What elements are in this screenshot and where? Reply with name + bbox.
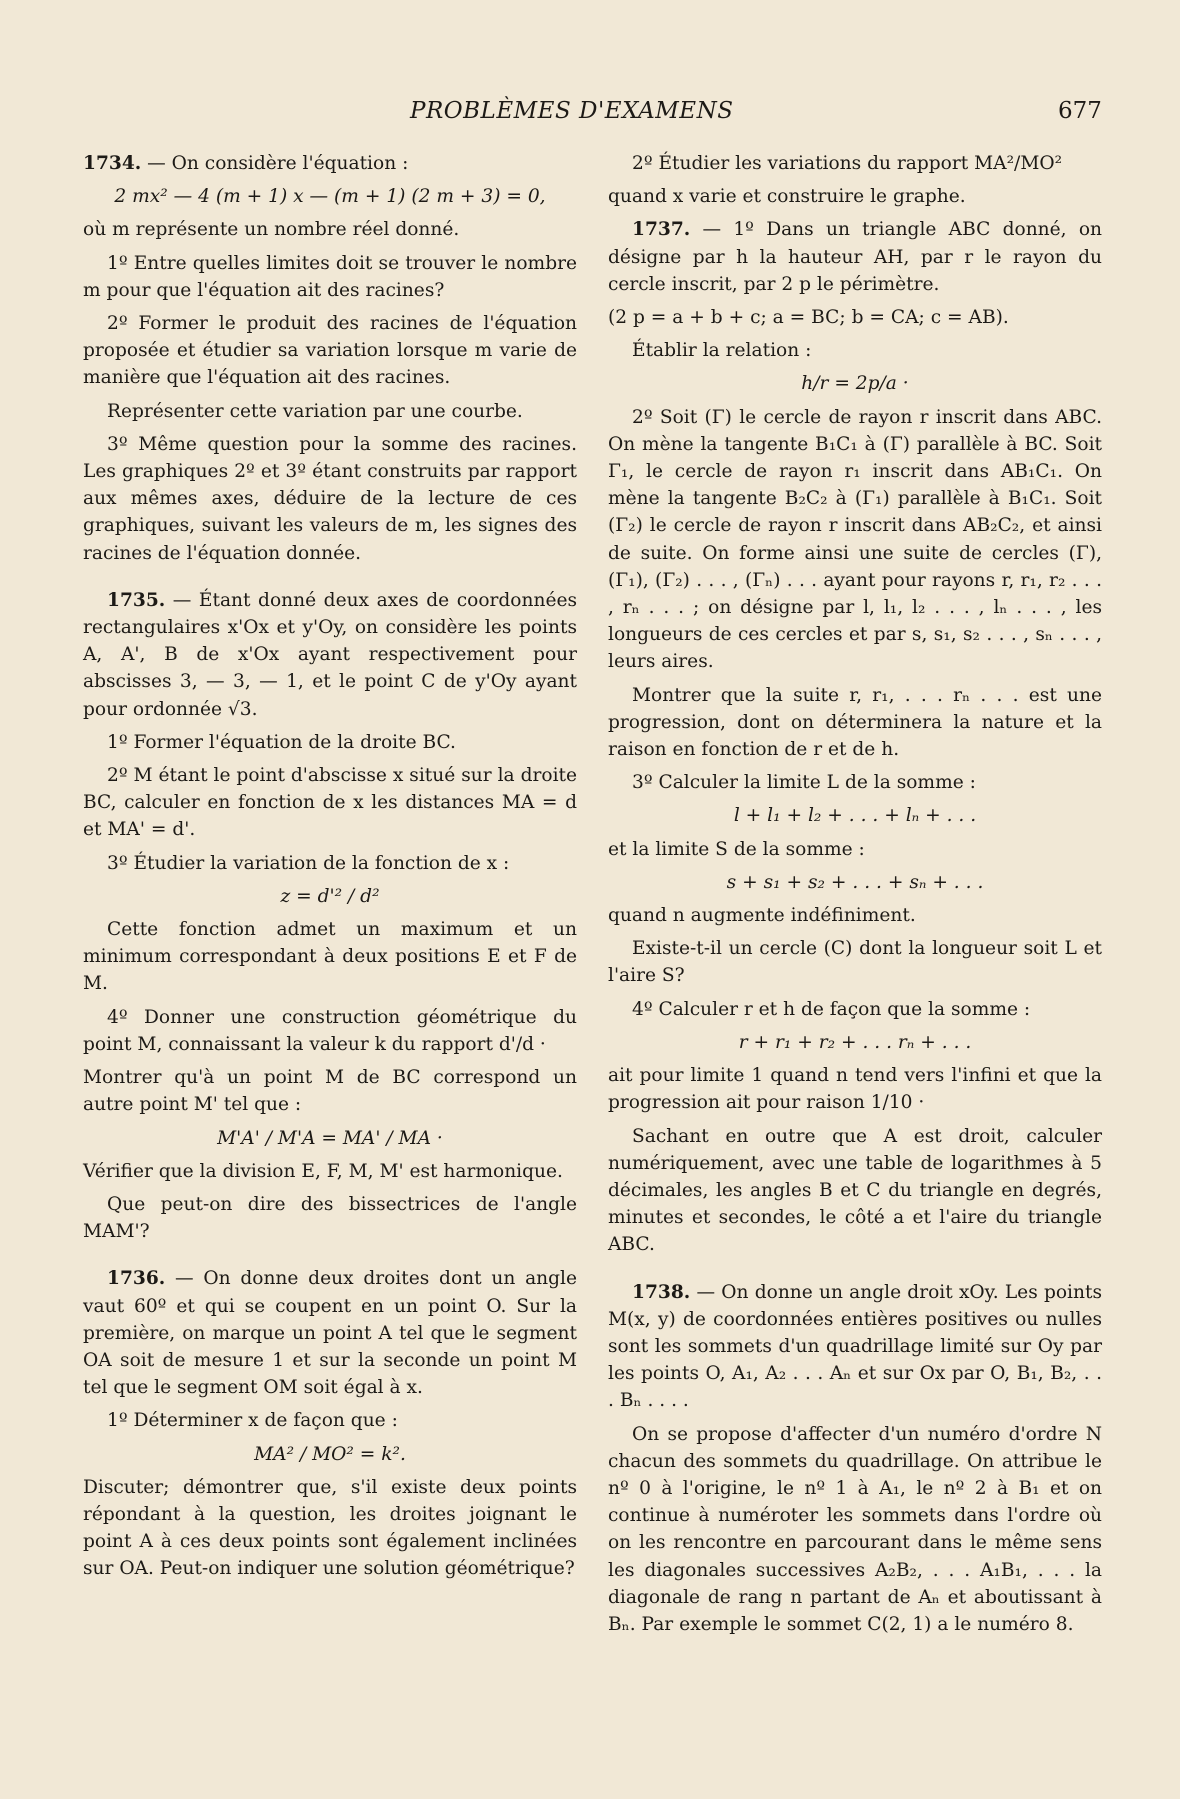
paragraph: Montrer que la suite r, r₁, . . . rₙ . . . est une progression, dont on déterminera la nature et la raison en fonction de r et de h. (608, 684, 1102, 761)
left-column (83, 150, 577, 1589)
paragraph: où m représente un nombre réel donné. (83, 219, 460, 241)
paragraph: Sachant en outre que A est droit, calculer numériquement, avec une table de logarithmes à 5 décimales, les angles B et C du triangle en degrés, minutes et secondes, le côté a et l'aire du triangle ABC. (608, 1125, 1102, 1256)
problem-number: 1738. (632, 1281, 691, 1303)
formula: r + r₁ + r₂ + . . . rₙ + . . . (738, 1031, 972, 1053)
formula: 2 mx² — 4 (m + 1) x — (m + 1) (2 m + 3) = 0, (114, 186, 546, 208)
paragraph: Vérifier que la division E, F, M, M' est harmonique. (83, 1160, 563, 1182)
paragraph: Établir la relation : (632, 340, 812, 362)
running-title: PROBLÈMES D'EXAMENS (410, 98, 734, 124)
paragraph: 2º Soit (Γ) le cercle de rayon r inscrit dans ABC. On mène la tangente B₁C₁ à (Γ) parallèle à BC. Soit Γ₁, le cercle de rayon r₁ inscrit dans AB₁C₁. On mène la tangente B₂C₂ à (Γ₁) parallèle à B₁C₁. Soit (Γ₂) le cercle de rayon r inscrit dans AB₂C₂, et ainsi de suite. On forme ainsi une suite de cercles (Γ), (Γ₁), (Γ₂) . . . , (Γₙ) . . . ayant pour rayons r, r₁, r₂ . . . , rₙ . . . ; on désigne par l, l₁, l₂ . . . , lₙ . . . , les longueurs de ces cercles et par s, s₁, s₂ . . . , sₙ . . . , leurs aires. (608, 406, 1102, 673)
paragraph: ait pour limite 1 quand n tend vers l'infini et que la progression ait pour raison 1/10 · (608, 1065, 1102, 1114)
paragraph: et la limite S de la somme : (608, 838, 865, 860)
paragraph-text: — On considère l'équation : (141, 153, 409, 174)
paragraph: 1º Former l'équation de la droite BC. (107, 731, 456, 753)
paragraph-text: — Étant donné deux axes de coordonnées rectangulaires x'Ox et y'Oy, on considère les points A, A', B de x'Ox ayant respectivement pour abscisses 3, — 3, — 1, et le point C de y'Oy ayant pour ordonnée √3. (83, 589, 577, 720)
paragraph (83, 150, 577, 177)
paragraph (608, 1279, 1102, 1415)
right-column (608, 150, 1102, 1644)
paragraph: quand x varie et construire le graphe. (608, 186, 966, 208)
paragraph: Montrer qu'à un point M de BC correspond un autre point M' tel que : (83, 1067, 577, 1116)
paragraph: Représenter cette variation par une courbe. (107, 400, 523, 422)
problem-number: 1734. (83, 153, 142, 174)
page-header (0, 98, 1180, 132)
paragraph: 2º M étant le point d'abscisse x situé sur la droite BC, calculer en fonction de x les distances MA = d et MA' = d'. (83, 765, 577, 841)
paragraph-text: — 1º Dans un triangle ABC donné, on désigne par h la hauteur AH, par r le rayon du cercle inscrit, par 2 p le périmètre. (608, 219, 1102, 295)
formula: MA² / MO² = k². (254, 1443, 406, 1465)
paragraph: 1º Déterminer x de façon que : (107, 1410, 398, 1432)
paragraph: (2 p = a + b + c; a = BC; b = CA; c = AB). (608, 307, 1009, 329)
paragraph: 2º Étudier les variations du rapport MA²/MO² (632, 153, 1063, 174)
paragraph: quand n augmente indéfiniment. (608, 905, 916, 927)
problem-number: 1737. (632, 219, 691, 241)
formula: z = d'² / d² (280, 885, 380, 907)
paragraph: 2º Former le produit des racines de l'équation proposée et étudier sa variation lorsque m varie de manière que l'équation ait des racines. (83, 313, 577, 389)
paragraph: 3º Étudier la variation de la fonction de x : (107, 852, 510, 874)
paragraph: 3º Même question pour la somme des racines. Les graphiques 2º et 3º étant construits par rapport aux mêmes axes, déduire de la lecture de ces graphiques, suivant les valeurs de m, les signes des racines de l'équation donnée. (83, 433, 577, 564)
formula: M'A' / M'A = MA' / MA · (217, 1127, 443, 1149)
formula: h/r = 2p/a · (801, 373, 909, 395)
paragraph: 3º Calculer la limite L de la somme : (632, 772, 976, 794)
formula: l + l₁ + l₂ + . . . + lₙ + . . . (733, 805, 977, 827)
problem-number: 1736. (107, 1268, 166, 1290)
paragraph (83, 587, 577, 723)
paragraph: 1º Entre quelles limites doit se trouver le nombre m pour que l'équation ait des racines? (83, 252, 577, 301)
paragraph: On se propose d'affecter d'un numéro d'ordre N chacun des sommets du quadrillage. On attribue le nº 0 à l'origine, le nº 1 à A₁, le nº 2 à B₁ et on continue à numéroter les sommets dans l'ordre où on les rencontre en parcourant dans le même sens les diagonales successives A₂B₂, . . . A₁B₁, . . . la diagonale de rang n partant de Aₙ et aboutissant à Bₙ. Par exemple le sommet C(2, 1) a le numéro 8. (608, 1423, 1102, 1635)
paragraph: Que peut-on dire des bissectrices de l'angle MAM'? (83, 1193, 577, 1243)
paragraph: Existe-t-il un cercle (C) dont la longueur soit L et l'aire S? (608, 938, 1102, 987)
page-number: 677 (1058, 98, 1102, 124)
paragraph: 4º Donner une construction géométrique du point M, connaissant la valeur k du rapport d'/d · (83, 1006, 577, 1055)
problem-number: 1735. (107, 589, 166, 611)
paragraph (83, 1265, 577, 1401)
paragraph (608, 216, 1102, 298)
paragraph: 4º Calculer r et h de façon que la somme : (632, 998, 1031, 1020)
paragraph-text: — On donne un angle droit xOy. Les points M(x, y) de coordonnées entières positives ou nulles sont les sommets d'un quadrillage limité sur Oy par les points O, A₁, A₂ . . . Aₙ et sur Ox par O, B₁, B₂, . . . Bₙ . . . . (608, 1281, 1102, 1412)
formula: s + s₁ + s₂ + . . . + sₙ + . . . (726, 871, 984, 893)
paragraph-text: — On donne deux droites dont un angle vaut 60º et qui se coupent en un point O. Sur la première, on marque un point A tel que le segment OA soit de mesure 1 et sur la seconde un point M tel que le segment OM soit égal à x. (83, 1268, 577, 1399)
paragraph: Cette fonction admet un maximum et un minimum correspondant à deux positions E et F de M. (83, 919, 577, 995)
paragraph: Discuter; démontrer que, s'il existe deux points répondant à la question, les droites joignant le point A à ces deux points sont également inclinées sur OA. Peut-on indiquer une solution géométrique? (83, 1476, 577, 1580)
